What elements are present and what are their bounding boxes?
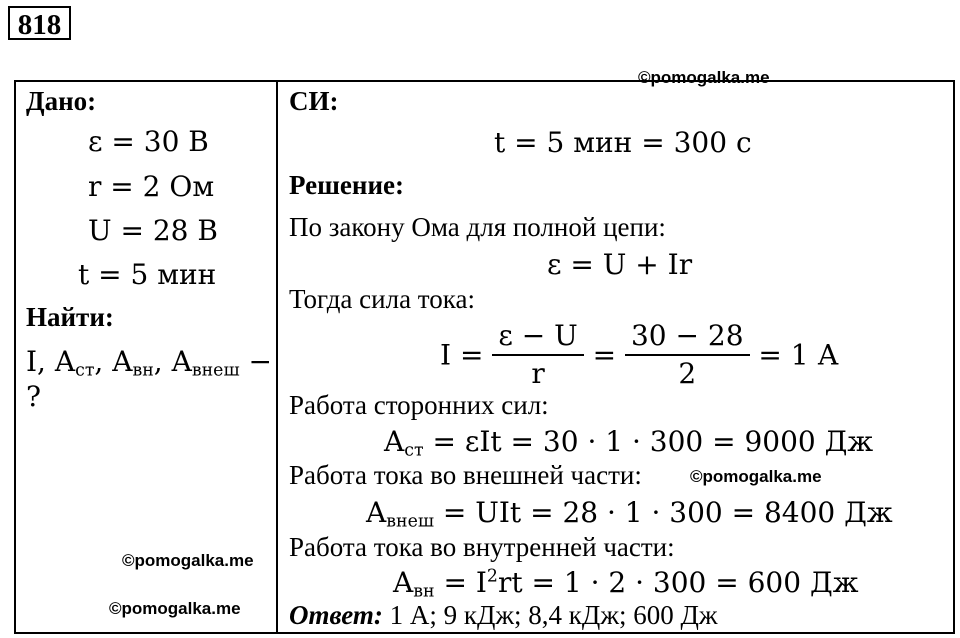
outer-formula: $A_{внеш}$ = UIt = 28 · 1 · 300 = 8400 Дж — [366, 496, 893, 532]
watermark-top: ©pomogalka.me — [638, 68, 770, 87]
find-line: I, $A_{ст}$, $A_{вн}$, $A_{внеш}$ − — [26, 345, 272, 381]
si-line: t = 5 мин = 300 с — [494, 126, 752, 159]
answer-text: 1 А; 9 кДж; 8,4 кДж; 600 Дж — [382, 600, 718, 630]
fraction-symbolic-num: ε − U — [492, 318, 583, 356]
given-line-t: t = 5 мин — [78, 258, 217, 291]
answer-line — [289, 600, 718, 631]
equals-sign: = — [592, 338, 617, 372]
sub-vn-2: вн — [413, 581, 435, 602]
fraction-numeric-num: 30 − 28 — [625, 318, 750, 356]
inner-expr: = 1 · 2 · 300 = 600 Дж — [531, 566, 859, 599]
given-line-r: r = 2 Ом — [88, 170, 215, 203]
si-title: СИ: — [289, 86, 339, 116]
solution-title: Решение: — [289, 170, 404, 200]
ext-forces-formula: $A_{ст} = \varepsilon It = 30 \cdot 1 \cdot 300 = 9000$ Дж — [384, 425, 874, 461]
find-vars: I, A — [26, 345, 76, 378]
fraction-symbolic-den: r — [531, 357, 545, 390]
sub-vnesh-2: внеш — [386, 511, 434, 532]
watermark-left-1: ©pomogalka.me — [122, 551, 254, 570]
ohm-formula: ε = U + Ir — [547, 248, 693, 281]
column-divider — [276, 80, 278, 634]
ext-forces-expr: = εIt = 30 · 1 · 300 = 9000 Дж — [432, 425, 874, 458]
ohm-text: По закону Ома для полной цепи: — [289, 212, 666, 242]
given-line-emf: ε = 30 В — [88, 125, 209, 158]
current-result: = 1 А — [758, 338, 839, 372]
current-formula — [440, 318, 839, 392]
given-line-u: U = 28 В — [88, 214, 218, 247]
problem-number: 818 — [8, 6, 71, 40]
find-title: Найти: — [26, 302, 114, 332]
outer-text: Работа тока во внешней части: — [289, 460, 642, 490]
inner-formula: $A_{вн} = I^2rt = 1 \cdot 2 \cdot 300 = 600$ Дж — [393, 566, 859, 602]
watermark-mid: ©pomogalka.me — [690, 467, 822, 486]
inner-text: Работа тока во внутренней части: — [289, 532, 675, 562]
ext-forces-text: Работа сторонних сил: — [289, 390, 549, 420]
current-text: Тогда сила тока: — [289, 284, 475, 314]
watermark-left-2: ©pomogalka.me — [109, 599, 241, 618]
fraction-numeric — [625, 318, 750, 392]
sub-st-2: ст — [404, 440, 424, 461]
outer-expr: = UIt = 28 · 1 · 300 = 8400 Дж — [442, 496, 893, 529]
sub-vn: вн — [132, 360, 154, 381]
sub-vnesh: внеш — [191, 360, 240, 381]
given-title: Дано: — [26, 86, 97, 116]
find-question: ? — [26, 380, 42, 413]
answer-label: Ответ: — [289, 600, 383, 630]
fraction-numeric-den: 2 — [678, 357, 697, 390]
sub-st: ст — [75, 360, 95, 381]
current-lhs: I = — [440, 338, 484, 372]
fraction-symbolic — [492, 318, 583, 392]
